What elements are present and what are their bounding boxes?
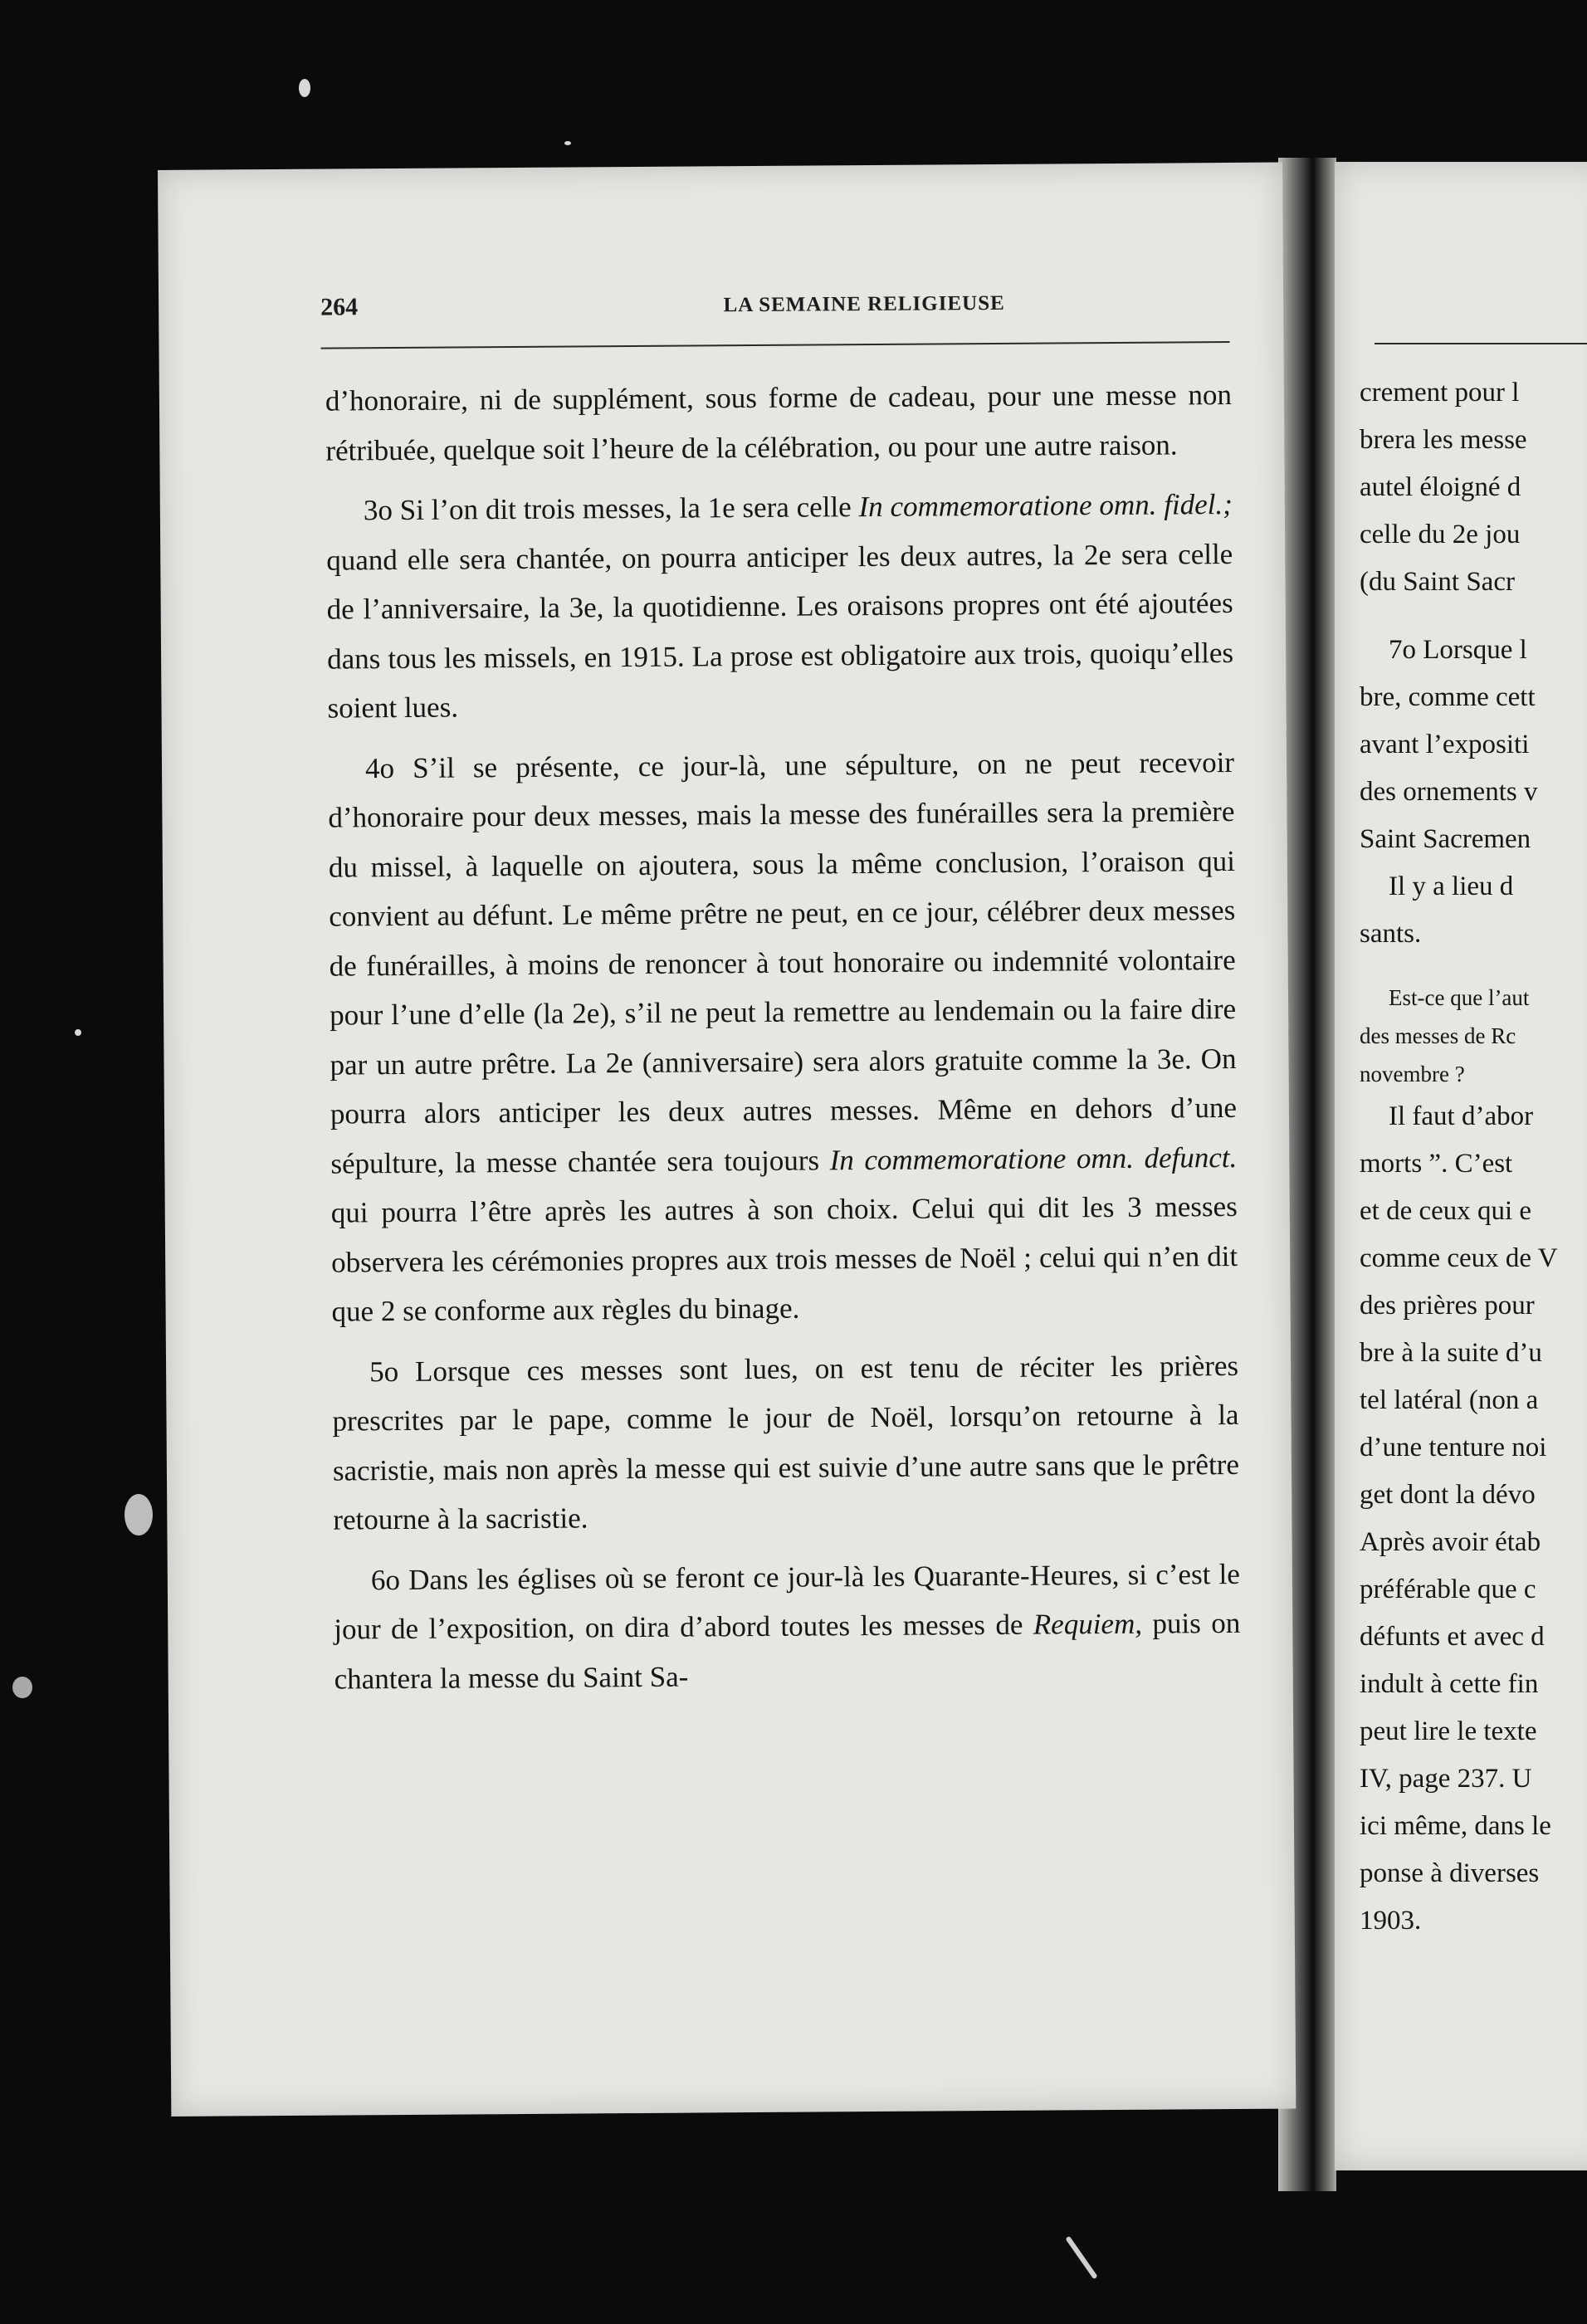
paragraph <box>334 1549 1241 1703</box>
text-line-fragment: des messes de Rc <box>1360 1023 1516 1048</box>
paragraph <box>325 370 1233 476</box>
film-speck <box>564 141 571 145</box>
text-line-fragment: Il faut d’abor <box>1389 1101 1534 1131</box>
page-header-title: LA SEMAINE RELIGIEUSE <box>723 291 1005 317</box>
text-run: 5o Lorsque ces messes sont lues, on est tenu de réciter les prières prescrites par le pape, comme le jour de Noël, lorsqu’on retourne à la sacristie, mais non après la messe qui est suivie d’une autre sans que le prêtre retourne à la sacristie. <box>332 1349 1240 1536</box>
text-run: 6o Dans les églises où se feront ce jour-là les Quarante-Heures, si c’est le jour de l’exposition, on dira d’abord toutes les messes de <box>334 1557 1240 1646</box>
film-speck <box>75 1029 81 1036</box>
text-run: 4o S’il se présente, ce jour-là, une sépulture, on ne peut recevoir d’honoraire pour deux messes, mais la messe des funérailles sera la première du missel, à laquelle on ajoutera, sous la même conclusion, l’oraison qui convient au défunt. Le même prêtre ne peut, en ce jour, célébrer deux messes de funérailles, à moins de renoncer à tout honoraire ou indemnité volontaire pour l’une d’elle (la 2e), s’il ne peut la remettre au lendemain ou la faire dire par un autre prêtre. La 2e (anniversaire) sera alors gratuite comme la 3e. On pourra alors anticiper les deux autres messes. Même en dehors d’une sépulture, la messe chantée sera toujours <box>328 745 1238 1180</box>
text-line-fragment: crement pour l <box>1360 378 1520 408</box>
left-page <box>158 163 1296 2116</box>
running-head <box>320 286 1408 334</box>
text-line-fragment: 1903. <box>1360 1906 1422 1936</box>
text-line-fragment: Saint Sacremen <box>1360 824 1531 854</box>
text-line-fragment: novembre ? <box>1360 1062 1465 1086</box>
text-line-fragment: avant l’expositi <box>1360 730 1530 759</box>
paragraph <box>328 737 1238 1336</box>
text-run: 3o Si l’on dit trois messes, la 1e sera celle <box>363 491 859 527</box>
text-line-fragment: des prières pour <box>1360 1291 1535 1321</box>
text-line-fragment: IV, page 237. U <box>1360 1764 1532 1794</box>
line-gap <box>1360 606 1587 627</box>
film-speck <box>1065 2236 1097 2280</box>
text-run: qui pourra l’être après les autres à son choix. Celui qui dit les 3 messes observera les cérémonies propres aux trois messes de Noël ; celui qui n’en dit que 2 se conforme aux règles du binage. <box>330 1189 1238 1328</box>
paragraph <box>332 1340 1240 1545</box>
text-line-fragment: get dont la dévo <box>1360 1480 1536 1510</box>
text-line-fragment: (du Saint Sacr <box>1360 567 1515 597</box>
page-number: 264 <box>320 293 359 321</box>
text-line-fragment: peut lire le texte <box>1360 1716 1537 1746</box>
text-line-fragment: morts ”. C’est <box>1360 1149 1513 1179</box>
text-line-fragment: Est-ce que l’aut <box>1389 985 1530 1010</box>
text-line-fragment: Après avoir étab <box>1360 1527 1541 1557</box>
text-run: puis on chantera la messe du Saint Sa- <box>334 1606 1241 1696</box>
text-line-fragment: indult à cette fin <box>1360 1669 1539 1699</box>
text-line-fragment: brera les messe <box>1360 425 1527 455</box>
text-run: quand elle sera chantée, on pourra anticiper les deux autres, la 2e sera celle de l’anniversaire, la 3e, la quotidienne. Les oraisons propres ont été ajoutées dans tous les missels, en 1915. La prose est obligatoire aux trois, quoiqu’elles soient lues. <box>326 537 1234 725</box>
text-line-fragment: bre, comme cett <box>1360 682 1536 712</box>
right-body-text <box>1360 369 1587 1945</box>
text-line-fragment: ici même, dans le <box>1360 1811 1551 1841</box>
text-line-fragment: celle du 2e jou <box>1360 520 1521 549</box>
line-gap <box>1360 958 1587 979</box>
text-line-fragment: 7o Lorsque l <box>1389 635 1527 665</box>
text-run: d’honoraire, ni de supplément, sous forme de cadeau, pour une messe non rétribuée, quelque soit l’heure de la célébration, ou pour une autre raison. <box>325 378 1233 467</box>
text-line-fragment: comme ceux de V <box>1360 1243 1558 1273</box>
header-rule <box>320 341 1229 349</box>
right-header-rule <box>1375 343 1587 344</box>
text-line-fragment: défunts et avec d <box>1360 1622 1545 1652</box>
italic-run: In commemoratione omn. fidel.; <box>858 487 1233 524</box>
text-line-fragment: des ornements v <box>1360 777 1538 807</box>
film-speck <box>299 79 310 97</box>
text-line-fragment: autel éloigné d <box>1360 472 1521 502</box>
text-line-fragment: bre à la suite d’u <box>1360 1338 1542 1368</box>
film-speck <box>125 1494 153 1536</box>
text-line-fragment: et de ceux qui e <box>1360 1196 1532 1226</box>
text-line-fragment: sants. <box>1360 919 1422 949</box>
text-line-fragment: ponse à diverses <box>1360 1858 1540 1888</box>
left-body-text <box>325 370 1241 1715</box>
italic-run: Requiem, <box>1033 1607 1143 1641</box>
film-speck <box>12 1677 32 1698</box>
text-line-fragment: préférable que c <box>1360 1575 1536 1604</box>
italic-run: In commemoratione omn. defunct. <box>829 1140 1238 1176</box>
paragraph <box>326 480 1234 733</box>
text-line-fragment: Il y a lieu d <box>1389 872 1514 901</box>
text-line-fragment: tel latéral (non a <box>1360 1385 1539 1415</box>
right-page-fragment <box>1335 162 1587 2170</box>
text-line-fragment: d’une tenture noi <box>1360 1433 1547 1462</box>
